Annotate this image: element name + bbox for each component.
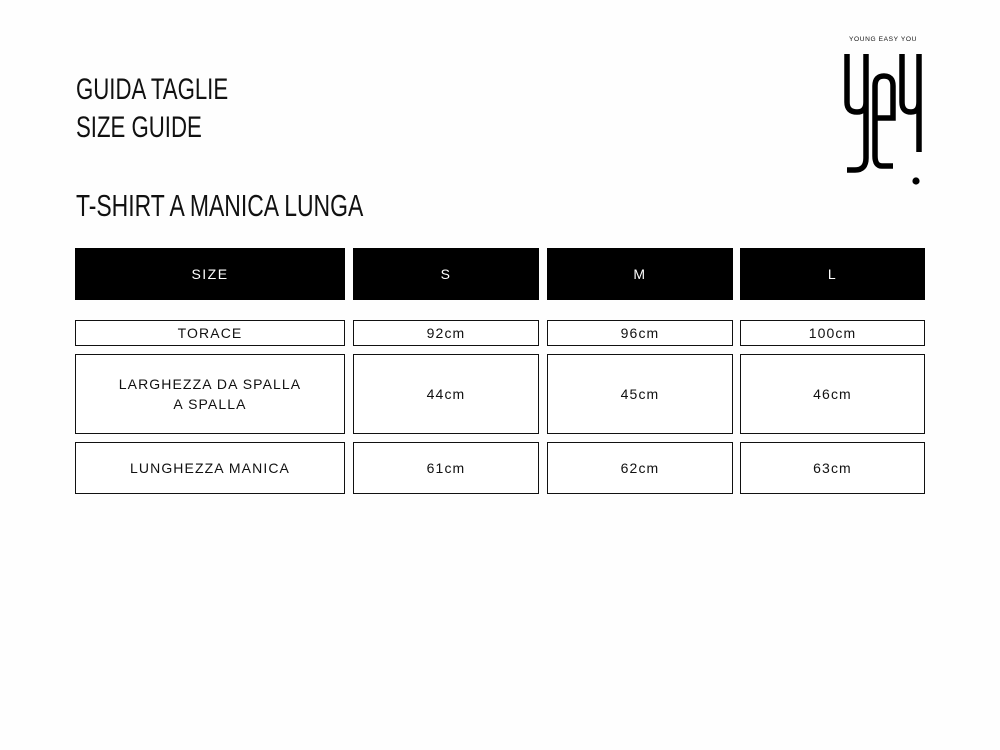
logo-tagline: YOUNG EASY YOU	[849, 36, 917, 43]
header-m: M	[547, 248, 733, 300]
brand-logo	[842, 36, 924, 188]
row-label-shoulder-width: LARGHEZZA DA SPALLA A SPALLA	[75, 354, 345, 434]
row-label-sleeve-length: LUNGHEZZA MANICA	[75, 442, 345, 494]
logo-wordmark-icon	[842, 46, 924, 188]
shoulder-width-s: 44cm	[353, 354, 539, 434]
shoulder-width-l: 46cm	[740, 354, 925, 434]
product-title: T-SHIRT A MANICA LUNGA	[76, 188, 364, 223]
sleeve-length-s: 61cm	[353, 442, 539, 494]
header-size: SIZE	[75, 248, 345, 300]
title-english: SIZE GUIDE	[76, 111, 202, 144]
torace-m: 96cm	[547, 320, 733, 346]
torace-s: 92cm	[353, 320, 539, 346]
shoulder-width-m: 45cm	[547, 354, 733, 434]
sleeve-length-l: 63cm	[740, 442, 925, 494]
sleeve-length-m: 62cm	[547, 442, 733, 494]
row-label-torace: TORACE	[75, 320, 345, 346]
header-s: S	[353, 248, 539, 300]
header-l: L	[740, 248, 925, 300]
title-italian: GUIDA TAGLIE	[76, 73, 229, 106]
torace-l: 100cm	[740, 320, 925, 346]
